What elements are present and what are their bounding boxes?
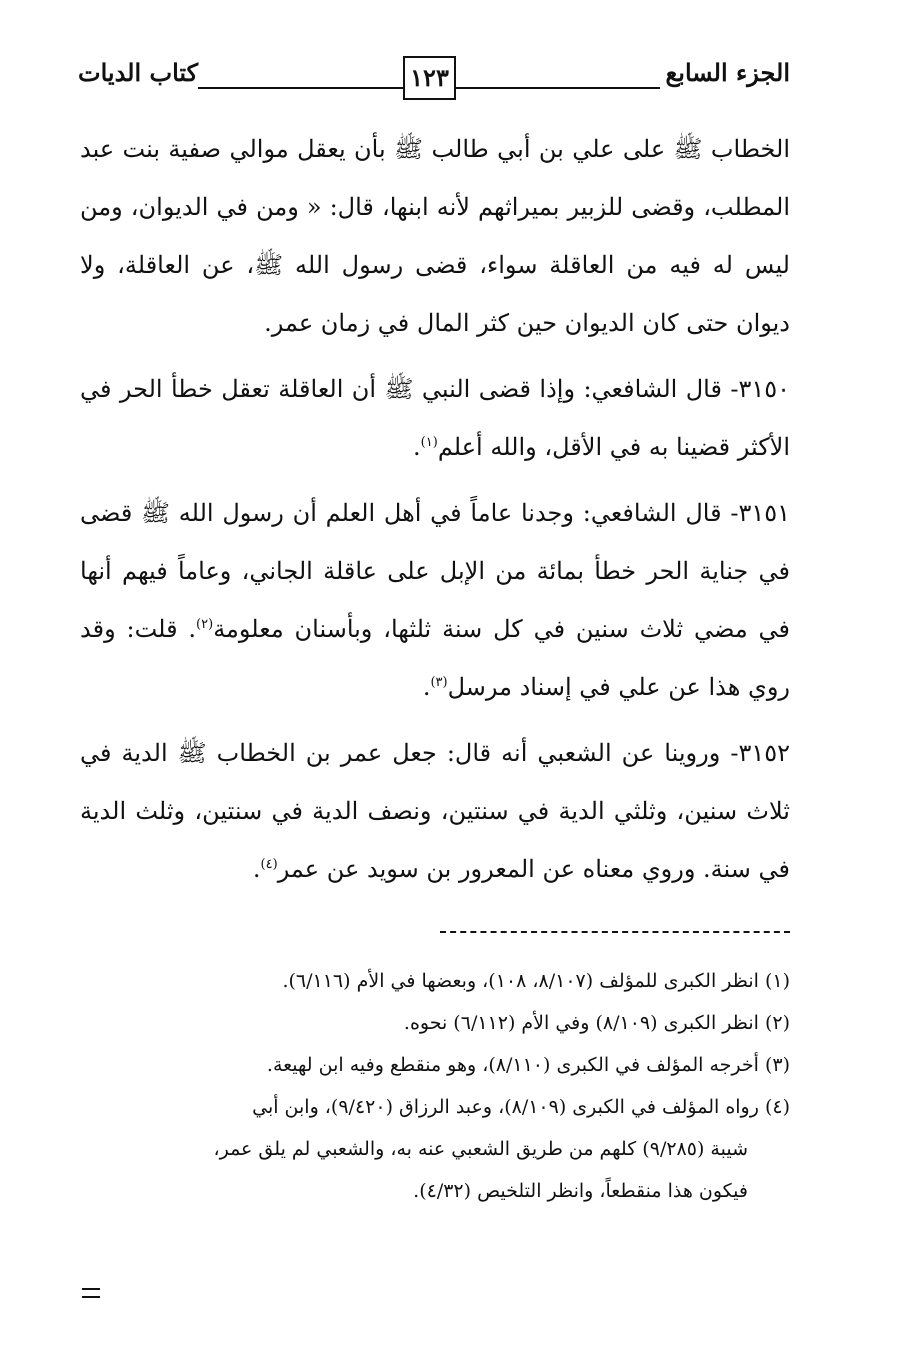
footnote-4: (٤) رواه المؤلف في الكبرى (٨/١٠٩)، وعبد الرزاق (٩/٤٢٠)، وابن أبي <box>252 1096 790 1118</box>
volume-title: الجزء السابع <box>665 58 790 87</box>
chapter-title: كتاب الديات <box>78 58 199 87</box>
page-header <box>78 56 790 106</box>
footnote-4-continuation: شيبة (٩/٢٨٥) كلهم من طريق الشعبي عنه به، والشعبي لم يلق عمر، <box>213 1138 748 1160</box>
main-text <box>80 120 790 898</box>
paragraph-3152 <box>80 724 790 898</box>
paragraph-text: ٣١٥٠- قال الشافعي: وإذا قضى النبي ﷺ أن العاقلة تعقل خطأ الحر في الأكثر قضينا به في الأقل، والله أعلم <box>80 375 790 461</box>
footnote-ref: (٤) <box>260 857 278 872</box>
paragraph-tail: . قلت: وقد روي هذا عن علي في إسناد مرسل <box>80 615 790 701</box>
footnote-3: (٣) أخرجه المؤلف في الكبرى (٨/١١٠)، وهو منقطع وفيه ابن لهيعة. <box>266 1054 790 1076</box>
footnote-separator <box>440 931 790 933</box>
paragraph-text: الخطاب ﷺ على علي بن أبي طالب ﷺ بأن يعقل موالي صفية بنت عبد المطلب، وقضى للزبير بميراثهم لأنه ابنها، قال: « ومن في الديوان، ومن ليس له فيه من العاقلة سواء، قضى رسول الله ﷺ، عن العاقلة، ولا ديوان حتى كان الديوان حين كثر المال في زمان عمر. <box>80 135 790 337</box>
footnote-4-continuation: فيكون هذا منقطعاً، وانظر التلخيص (٤/٣٢). <box>413 1180 748 1202</box>
footnote-1: (١) انظر الكبرى للمؤلف (٨/١٠٧، ١٠٨)، وبعضها في الأم (٦/١١٦). <box>282 970 790 992</box>
footnote-2: (٢) انظر الكبرى (٨/١٠٩) وفي الأم (٦/١١٢) نحوه. <box>403 1012 790 1034</box>
footnote-ref: (٣) <box>430 675 448 690</box>
footnote-ref: (٢) <box>196 617 214 632</box>
paragraph-text: ٣١٥١- قال الشافعي: وجدنا عاماً في أهل العلم أن رسول الله ﷺ قضى في جناية الحر خطأ بمائة من الإبل على عاقلة الجاني، وعاماً فيهم أنها في مضي ثلاث سنين في كل سنة ثلثها، وبأسنان معلومة <box>80 499 791 643</box>
paragraph-3151 <box>80 484 790 716</box>
page-number: ١٢٣ <box>403 56 456 100</box>
paragraph-tail: . <box>413 433 421 461</box>
paragraph-text: ٣١٥٢- وروينا عن الشعبي أنه قال: جعل عمر بن الخطاب ﷺ الدية في ثلاث سنين، وثلثي الدية في سنتين، ونصف الدية في سنتين، وثلث الدية في سنة. وروي معناه عن المعرور بن سويد عن عمر <box>80 739 790 883</box>
paragraph-tail: . <box>252 855 261 883</box>
footnote-ref: (١) <box>420 435 438 450</box>
end-mark <box>82 1288 100 1298</box>
paragraph-1 <box>80 120 790 352</box>
paragraph-3150 <box>80 360 790 476</box>
paragraph-tail: . <box>422 673 431 701</box>
footnotes <box>80 960 790 1212</box>
header-rule-right <box>456 87 660 89</box>
header-rule-left <box>198 87 403 89</box>
